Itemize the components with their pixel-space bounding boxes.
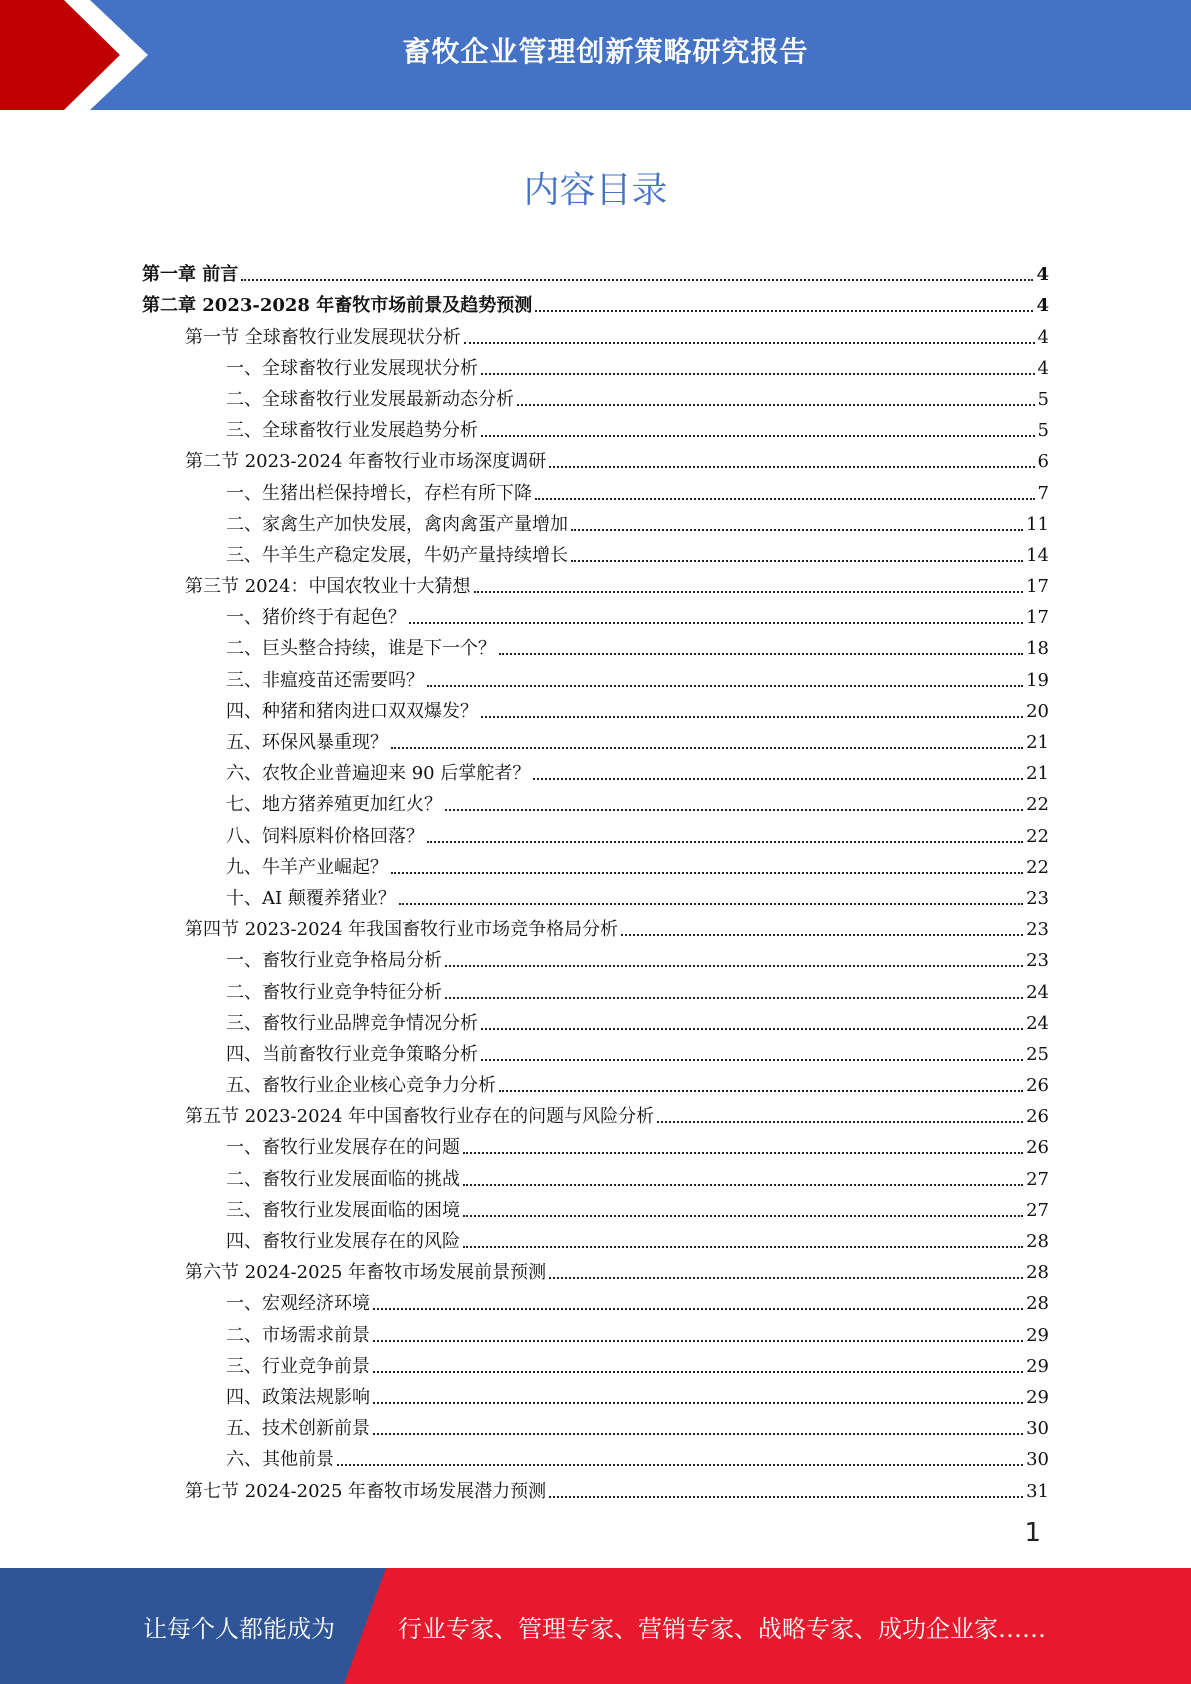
toc-entry-text: 四、当前畜牧行业竞争策略分析 (226, 1043, 478, 1065)
toc-entry-page: 5 (1037, 388, 1049, 410)
toc-entry-text: 第二章 2023-2028 年畜牧市场前景及趋势预测 (142, 295, 533, 317)
toc-subsection[interactable] (142, 1004, 1049, 1035)
toc-entry-text: 九、牛羊产业崛起？ (226, 856, 388, 878)
toc-title: 内容目录 (523, 170, 668, 211)
toc-subsection[interactable] (142, 1409, 1049, 1440)
toc-entry-page: 11 (1026, 513, 1049, 535)
toc-subsection[interactable] (142, 598, 1049, 629)
toc-entry-text: 二、市场需求前景 (226, 1324, 370, 1346)
toc-entry-text: 三、全球畜牧行业发展趋势分析 (226, 420, 478, 442)
toc-section[interactable] (142, 442, 1049, 473)
toc-entry-text: 五、环保风暴重现？ (226, 732, 388, 753)
toc-entry-page: 27 (1026, 1168, 1049, 1190)
toc-dot-leader (621, 934, 1023, 936)
toc-subsection[interactable] (142, 972, 1049, 1003)
toc-dot-leader (481, 435, 1035, 437)
toc-entry-page: 4 (1036, 295, 1049, 317)
toc-chapter[interactable] (142, 255, 1049, 286)
toc-subsection[interactable] (142, 941, 1049, 972)
toc-entry-page: 6 (1037, 451, 1049, 473)
toc-dot-leader (391, 872, 1023, 874)
toc-entry-page: 31 (1026, 1480, 1049, 1502)
toc-dot-leader (499, 1090, 1023, 1092)
toc-dot-leader (445, 809, 1023, 811)
table-of-contents (142, 255, 1049, 1503)
toc-entry-page: 22 (1026, 856, 1049, 878)
toc-entry-page: 26 (1026, 1106, 1049, 1128)
toc-subsection[interactable] (142, 1440, 1049, 1471)
toc-entry-page: 21 (1026, 763, 1049, 785)
page-number: 1 (1024, 1518, 1041, 1548)
toc-entry-text: 第一节 全球畜牧行业发展现状分析 (185, 326, 461, 348)
toc-entry-text: 三、行业竞争前景 (226, 1355, 370, 1377)
toc-dot-leader (337, 1464, 1023, 1466)
toc-subsection[interactable] (142, 1191, 1049, 1222)
toc-entry-text: 三、非瘟疫苗还需要吗？ (226, 669, 424, 691)
toc-entry-page: 29 (1026, 1355, 1049, 1377)
toc-subsection[interactable] (142, 1159, 1049, 1190)
toc-entry-page: 4 (1036, 264, 1049, 286)
toc-section[interactable] (142, 1097, 1049, 1128)
toc-entry-text: 六、农牧企业普遍迎来 90 后掌舵者？ (226, 763, 531, 785)
toc-subsection[interactable] (142, 1315, 1049, 1346)
toc-dot-leader (427, 685, 1023, 687)
toc-dot-leader (409, 622, 1023, 624)
toc-entry-text: 一、宏观经济环境 (226, 1293, 370, 1315)
toc-subsection[interactable] (142, 848, 1049, 879)
toc-subsection[interactable] (142, 1222, 1049, 1253)
toc-subsection[interactable] (142, 1284, 1049, 1315)
toc-subsection[interactable] (142, 505, 1049, 536)
toc-entry-text: 第四节 2023-2024 年我国畜牧行业市场竞争格局分析 (185, 919, 619, 941)
toc-dot-leader (517, 404, 1035, 406)
toc-dot-leader (391, 747, 1023, 749)
toc-subsection[interactable] (142, 754, 1049, 785)
toc-dot-leader (481, 373, 1035, 375)
toc-dot-leader (373, 1308, 1023, 1310)
toc-entry-page: 29 (1026, 1324, 1049, 1346)
toc-subsection[interactable] (142, 1066, 1049, 1097)
toc-section[interactable] (142, 1253, 1049, 1284)
toc-entry-page: 27 (1026, 1199, 1049, 1221)
toc-dot-leader (549, 1496, 1023, 1498)
toc-entry-text: 二、家禽生产加快发展，禽肉禽蛋产量增加 (226, 513, 568, 535)
toc-entry-text: 二、全球畜牧行业发展最新动态分析 (226, 388, 514, 410)
footer-band (0, 1568, 1191, 1684)
toc-entry-page: 26 (1026, 1075, 1049, 1097)
toc-entry-text: 七、地方猪养殖更加红火？ (226, 794, 442, 816)
toc-entry-text: 第七节 2024-2025 年畜牧市场发展潜力预测 (185, 1480, 547, 1502)
toc-subsection[interactable] (142, 723, 1049, 754)
toc-entry-text: 第二节 2023-2024 年畜牧行业市场深度调研 (185, 451, 547, 473)
toc-entry-page: 20 (1026, 700, 1049, 722)
toc-entry-text: 四、种猪和猪肉进口双双爆发？ (226, 700, 478, 722)
toc-dot-leader (445, 997, 1023, 999)
toc-entry-page: 19 (1026, 669, 1049, 691)
toc-entry-text: 三、畜牧行业品牌竞争情况分析 (226, 1012, 478, 1034)
toc-entry-text: 二、畜牧行业发展面临的挑战 (226, 1168, 460, 1190)
toc-dot-leader (571, 529, 1023, 531)
toc-subsection[interactable] (142, 380, 1049, 411)
toc-entry-page: 23 (1026, 950, 1049, 972)
toc-entry-page: 28 (1026, 1262, 1049, 1284)
toc-dot-leader (474, 591, 1024, 593)
toc-entry-text: 一、全球畜牧行业发展现状分析 (226, 357, 478, 379)
toc-entry-page: 5 (1037, 420, 1049, 442)
toc-entry-text: 第五节 2023-2024 年中国畜牧行业存在的问题与风险分析 (185, 1106, 655, 1128)
toc-entry-text: 八、饲料原料价格回落？ (226, 825, 424, 847)
toc-subsection[interactable] (142, 1035, 1049, 1066)
toc-subsection[interactable] (142, 473, 1049, 504)
toc-entry-page: 21 (1026, 732, 1049, 753)
toc-subsection[interactable] (142, 1378, 1049, 1409)
toc-entry-page: 22 (1026, 825, 1049, 847)
toc-entry-page: 18 (1026, 638, 1049, 660)
toc-entry-text: 一、生猪出栏保持增长，存栏有所下降 (226, 482, 532, 504)
toc-entry-text: 一、畜牧行业竞争格局分析 (226, 950, 442, 972)
toc-dot-leader (445, 965, 1023, 967)
toc-entry-text: 五、技术创新前景 (226, 1418, 370, 1440)
toc-dot-leader (463, 1215, 1023, 1217)
toc-dot-leader (464, 342, 1035, 344)
toc-entry-text: 二、畜牧行业竞争特征分析 (226, 981, 442, 1003)
toc-entry-page: 30 (1026, 1418, 1049, 1440)
toc-entry-text: 第一章 前言 (142, 264, 239, 286)
toc-entry-text: 三、畜牧行业发展面临的困境 (226, 1199, 460, 1221)
toc-dot-leader (481, 1059, 1023, 1061)
toc-dot-leader (657, 1121, 1023, 1123)
toc-entry-page: 23 (1026, 887, 1049, 909)
toc-entry-text: 一、猪价终于有起色？ (226, 607, 406, 629)
toc-dot-leader (535, 498, 1035, 500)
footer-slogan-right: 行业专家、管理专家、营销专家、战略专家、成功企业家…… (398, 1614, 1046, 1643)
toc-entry-page: 4 (1037, 326, 1049, 348)
toc-entry-page: 26 (1026, 1137, 1049, 1159)
toc-dot-leader (463, 1246, 1023, 1248)
toc-dot-leader (535, 310, 1033, 312)
toc-subsection[interactable] (142, 411, 1049, 442)
toc-subsection[interactable] (142, 1128, 1049, 1159)
toc-dot-leader (373, 1340, 1023, 1342)
toc-entry-text: 四、畜牧行业发展存在的风险 (226, 1231, 460, 1252)
toc-entry-text: 十、AI 颠覆养猪业？ (226, 887, 396, 909)
toc-section[interactable] (142, 910, 1049, 941)
toc-subsection[interactable] (142, 879, 1049, 910)
toc-subsection[interactable] (142, 816, 1049, 847)
toc-chapter[interactable] (142, 286, 1049, 317)
toc-entry-page: 23 (1026, 919, 1049, 941)
toc-dot-leader (481, 716, 1023, 718)
toc-entry-text: 五、畜牧行业企业核心竞争力分析 (226, 1075, 496, 1097)
toc-section[interactable] (142, 567, 1049, 598)
toc-dot-leader (463, 1184, 1023, 1186)
toc-entry-page: 28 (1026, 1231, 1049, 1252)
toc-dot-leader (499, 653, 1023, 655)
toc-entry-page: 28 (1026, 1293, 1049, 1315)
header-band (0, 0, 1191, 110)
toc-entry-page: 30 (1026, 1449, 1049, 1471)
toc-entry-page: 25 (1026, 1043, 1049, 1065)
toc-section[interactable] (142, 317, 1049, 348)
toc-entry-page: 24 (1026, 981, 1049, 1003)
toc-dot-leader (571, 560, 1023, 562)
toc-dot-leader (373, 1433, 1023, 1435)
toc-dot-leader (481, 1028, 1023, 1030)
toc-dot-leader (373, 1402, 1023, 1404)
toc-subsection[interactable] (142, 660, 1049, 691)
toc-dot-leader (399, 903, 1023, 905)
toc-entry-text: 六、其他前景 (226, 1449, 334, 1471)
toc-entry-text: 第三节 2024：中国农牧业十大猜想 (185, 576, 471, 598)
toc-entry-text: 二、巨头整合持续，谁是下一个？ (226, 638, 496, 660)
toc-subsection[interactable] (142, 692, 1049, 723)
toc-entry-text: 一、畜牧行业发展存在的问题 (226, 1137, 460, 1159)
toc-dot-leader (241, 279, 1033, 281)
toc-dot-leader (463, 1152, 1023, 1154)
toc-entry-page: 29 (1026, 1386, 1049, 1408)
toc-entry-page: 22 (1026, 794, 1049, 816)
toc-entry-page: 7 (1037, 482, 1049, 504)
toc-subsection[interactable] (142, 536, 1049, 567)
footer-slogan-left: 让每个人都能成为 (143, 1614, 335, 1643)
toc-section[interactable] (142, 1471, 1049, 1502)
toc-entry-text: 第六节 2024-2025 年畜牧市场发展前景预测 (185, 1262, 547, 1284)
toc-entry-text: 四、政策法规影响 (226, 1386, 370, 1408)
toc-subsection[interactable] (142, 629, 1049, 660)
report-title: 畜牧企业管理创新策略研究报告 (402, 35, 809, 68)
toc-dot-leader (427, 841, 1023, 843)
toc-dot-leader (373, 1371, 1023, 1373)
toc-subsection[interactable] (142, 785, 1049, 816)
toc-subsection[interactable] (142, 349, 1049, 380)
toc-entry-page: 24 (1026, 1012, 1049, 1034)
toc-dot-leader (549, 1277, 1023, 1279)
toc-entry-page: 17 (1026, 576, 1049, 598)
toc-entry-text: 三、牛羊生产稳定发展，牛奶产量持续增长 (226, 544, 568, 566)
toc-dot-leader (549, 466, 1034, 468)
toc-dot-leader (533, 778, 1023, 780)
toc-entry-page: 4 (1037, 357, 1049, 379)
toc-entry-page: 17 (1026, 607, 1049, 629)
toc-subsection[interactable] (142, 1347, 1049, 1378)
toc-entry-page: 14 (1026, 544, 1049, 566)
